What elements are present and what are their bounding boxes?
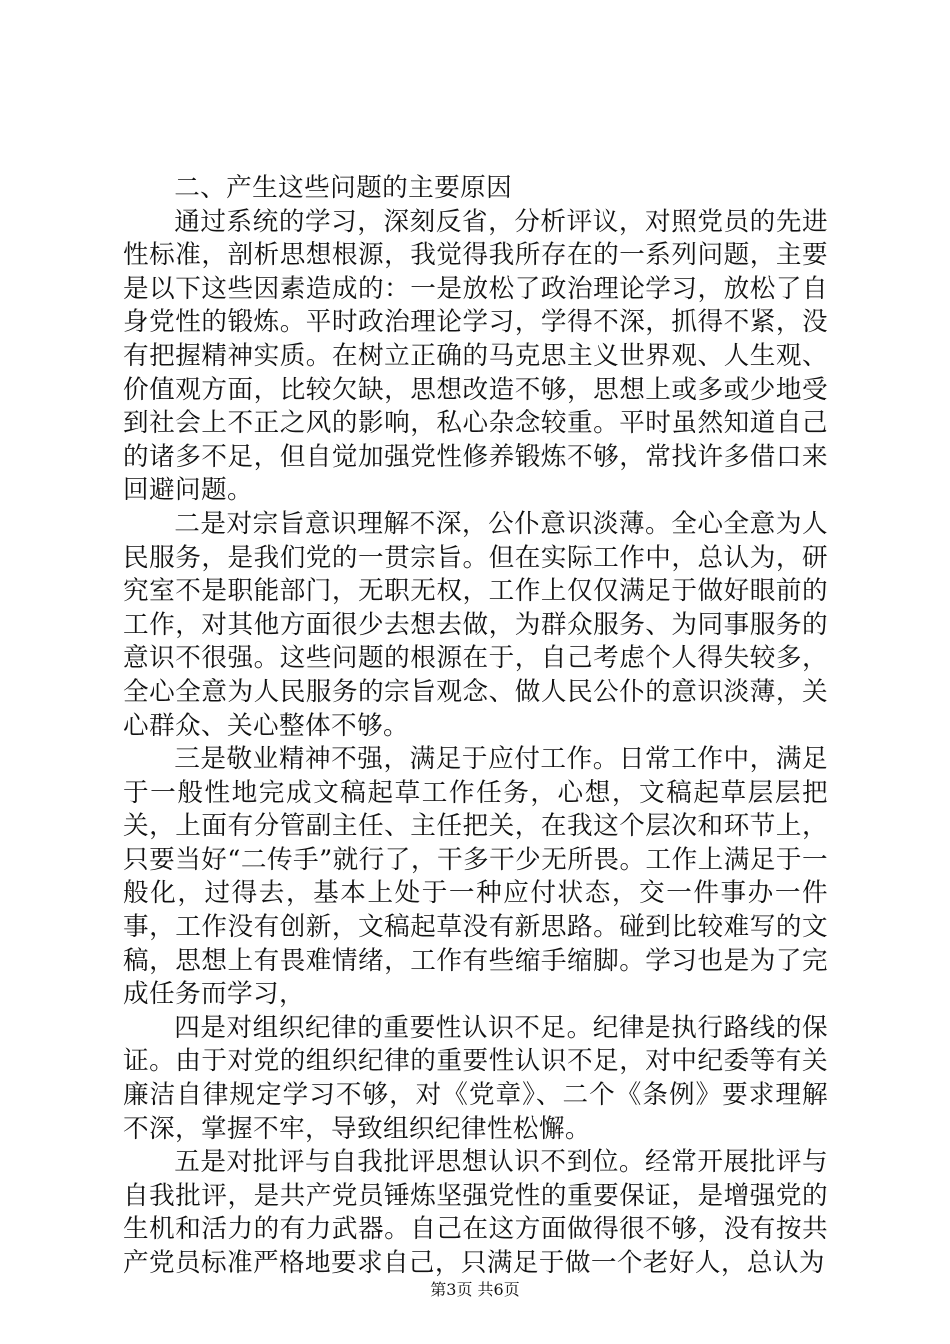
section-heading: 二、产生这些问题的主要原因 xyxy=(174,173,513,203)
paragraph-5: 五是对批评与自我批评思想认识不到位。经常开展批评与自我批评，是共产党员锤炼坚强党性的重要保证，是增强党的生机和活力的有力武器。自己在这方面做得很不够，没有按共产党员标准严格地要求自己，只满足于做一个老好人，总认为 xyxy=(123,1147,828,1278)
paragraph-4: 四是对组织纪律的重要性认识不足。纪律是执行路线的保证。由于对党的组织纪律的重要性认识不足，对中纪委等有关廉洁自律规定学习不够，对《党章》、二个《条例》要求理解不深，掌握不牢，导致组织纪律性松懈。 xyxy=(123,1012,828,1144)
page-number-label: 第3页 共6页 xyxy=(430,1280,520,1299)
page-footer xyxy=(0,1280,950,1300)
paragraph-3: 三是敬业精神不强，满足于应付工作。日常工作中，满足于一般性地完成文稿起草工作任务，心想，文稿起草层层把关，上面有分管副主任、主任把关，在我这个层次和环节上，只要当好“二传手”就行了，干多干少无所畏。工作上满足于一般化，过得去，基本上处于一种应付状态，交一件事办一件事，工作没有创新，文稿起草没有新思路。碰到比较难写的文稿，思想上有畏难情绪，工作有些缩手缩脚。学习也是为了完成任务而学习， xyxy=(123,744,828,1010)
paragraph-1: 通过系统的学习，深刻反省，分析评议，对照党员的先进性标准，剖析思想根源，我觉得我所存在的一系列问题，主要是以下这些因素造成的：一是放松了政治理论学习，放松了自身党性的锻炼。平时政治理论学习，学得不深，抓得不紧，没有把握精神实质。在树立正确的马克思主义世界观、人生观、价值观方面，比较欠缺，思想改造不够，思想上或多或少地受到社会上不正之风的影响，私心杂念较重。平时虽然知道自己的诸多不足，但自觉加强党性修养锻炼不够，常找许多借口来回避问题。 xyxy=(123,206,828,506)
document-body xyxy=(123,172,828,1281)
paragraph-2: 二是对宗旨意识理解不深，公仆意识淡薄。全心全意为人民服务，是我们党的一贯宗旨。但在实际工作中，总认为，研究室不是职能部门，无职无权，工作上仅仅满足于做好眼前的工作，对其他方面很少去想去做，为群众服务、为同事服务的意识不很强。这些问题的根源在于，自己考虑个人得失较多，全心全意为人民服务的宗旨观念、做人民公仆的意识淡薄，关心群众、关心整体不够。 xyxy=(123,508,828,741)
